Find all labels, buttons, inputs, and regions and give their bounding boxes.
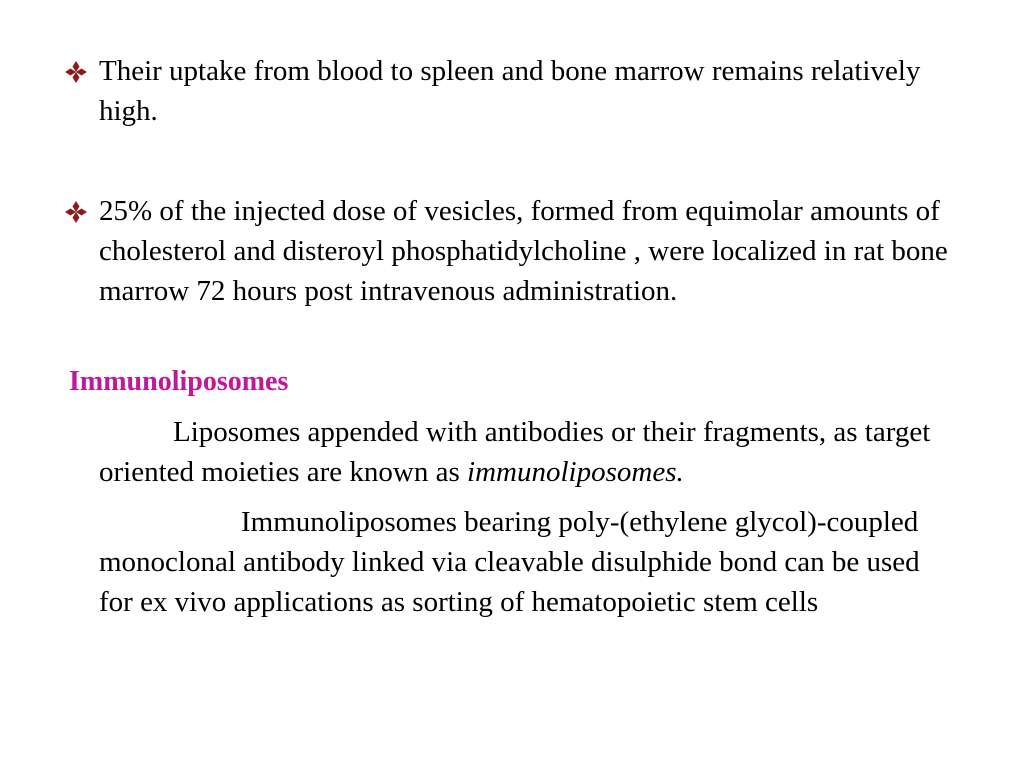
diamond-bullet-icon: [65, 51, 91, 91]
paragraph-text: Immunoliposomes bearing poly-(ethylene glycol)-coupled monoclonal antibody linked via cleavable disulphide bond can be used for ex vivo applications as sorting of hematopoietic stem cells: [99, 506, 920, 618]
defined-term: immunoliposomes.: [467, 456, 684, 488]
section-heading: Immunoliposomes: [69, 366, 289, 397]
paragraph-text: Liposomes appended with antibodies or their fragments, as target oriented moieties are known as: [99, 416, 931, 488]
bullet-text: Their uptake from blood to spleen and bone marrow remains relatively high.: [99, 55, 921, 127]
definition-paragraph: [99, 412, 959, 492]
application-paragraph: [99, 502, 959, 622]
bullet-item: [65, 51, 965, 131]
bullet-item: [65, 191, 965, 311]
diamond-bullet-icon: [65, 191, 91, 231]
bullet-text: 25% of the injected dose of vesicles, formed from equimolar amounts of cholesterol and disteroyl phosphatidylcholine , were localized in rat bone marrow 72 hours post intravenous administration.: [99, 195, 948, 307]
